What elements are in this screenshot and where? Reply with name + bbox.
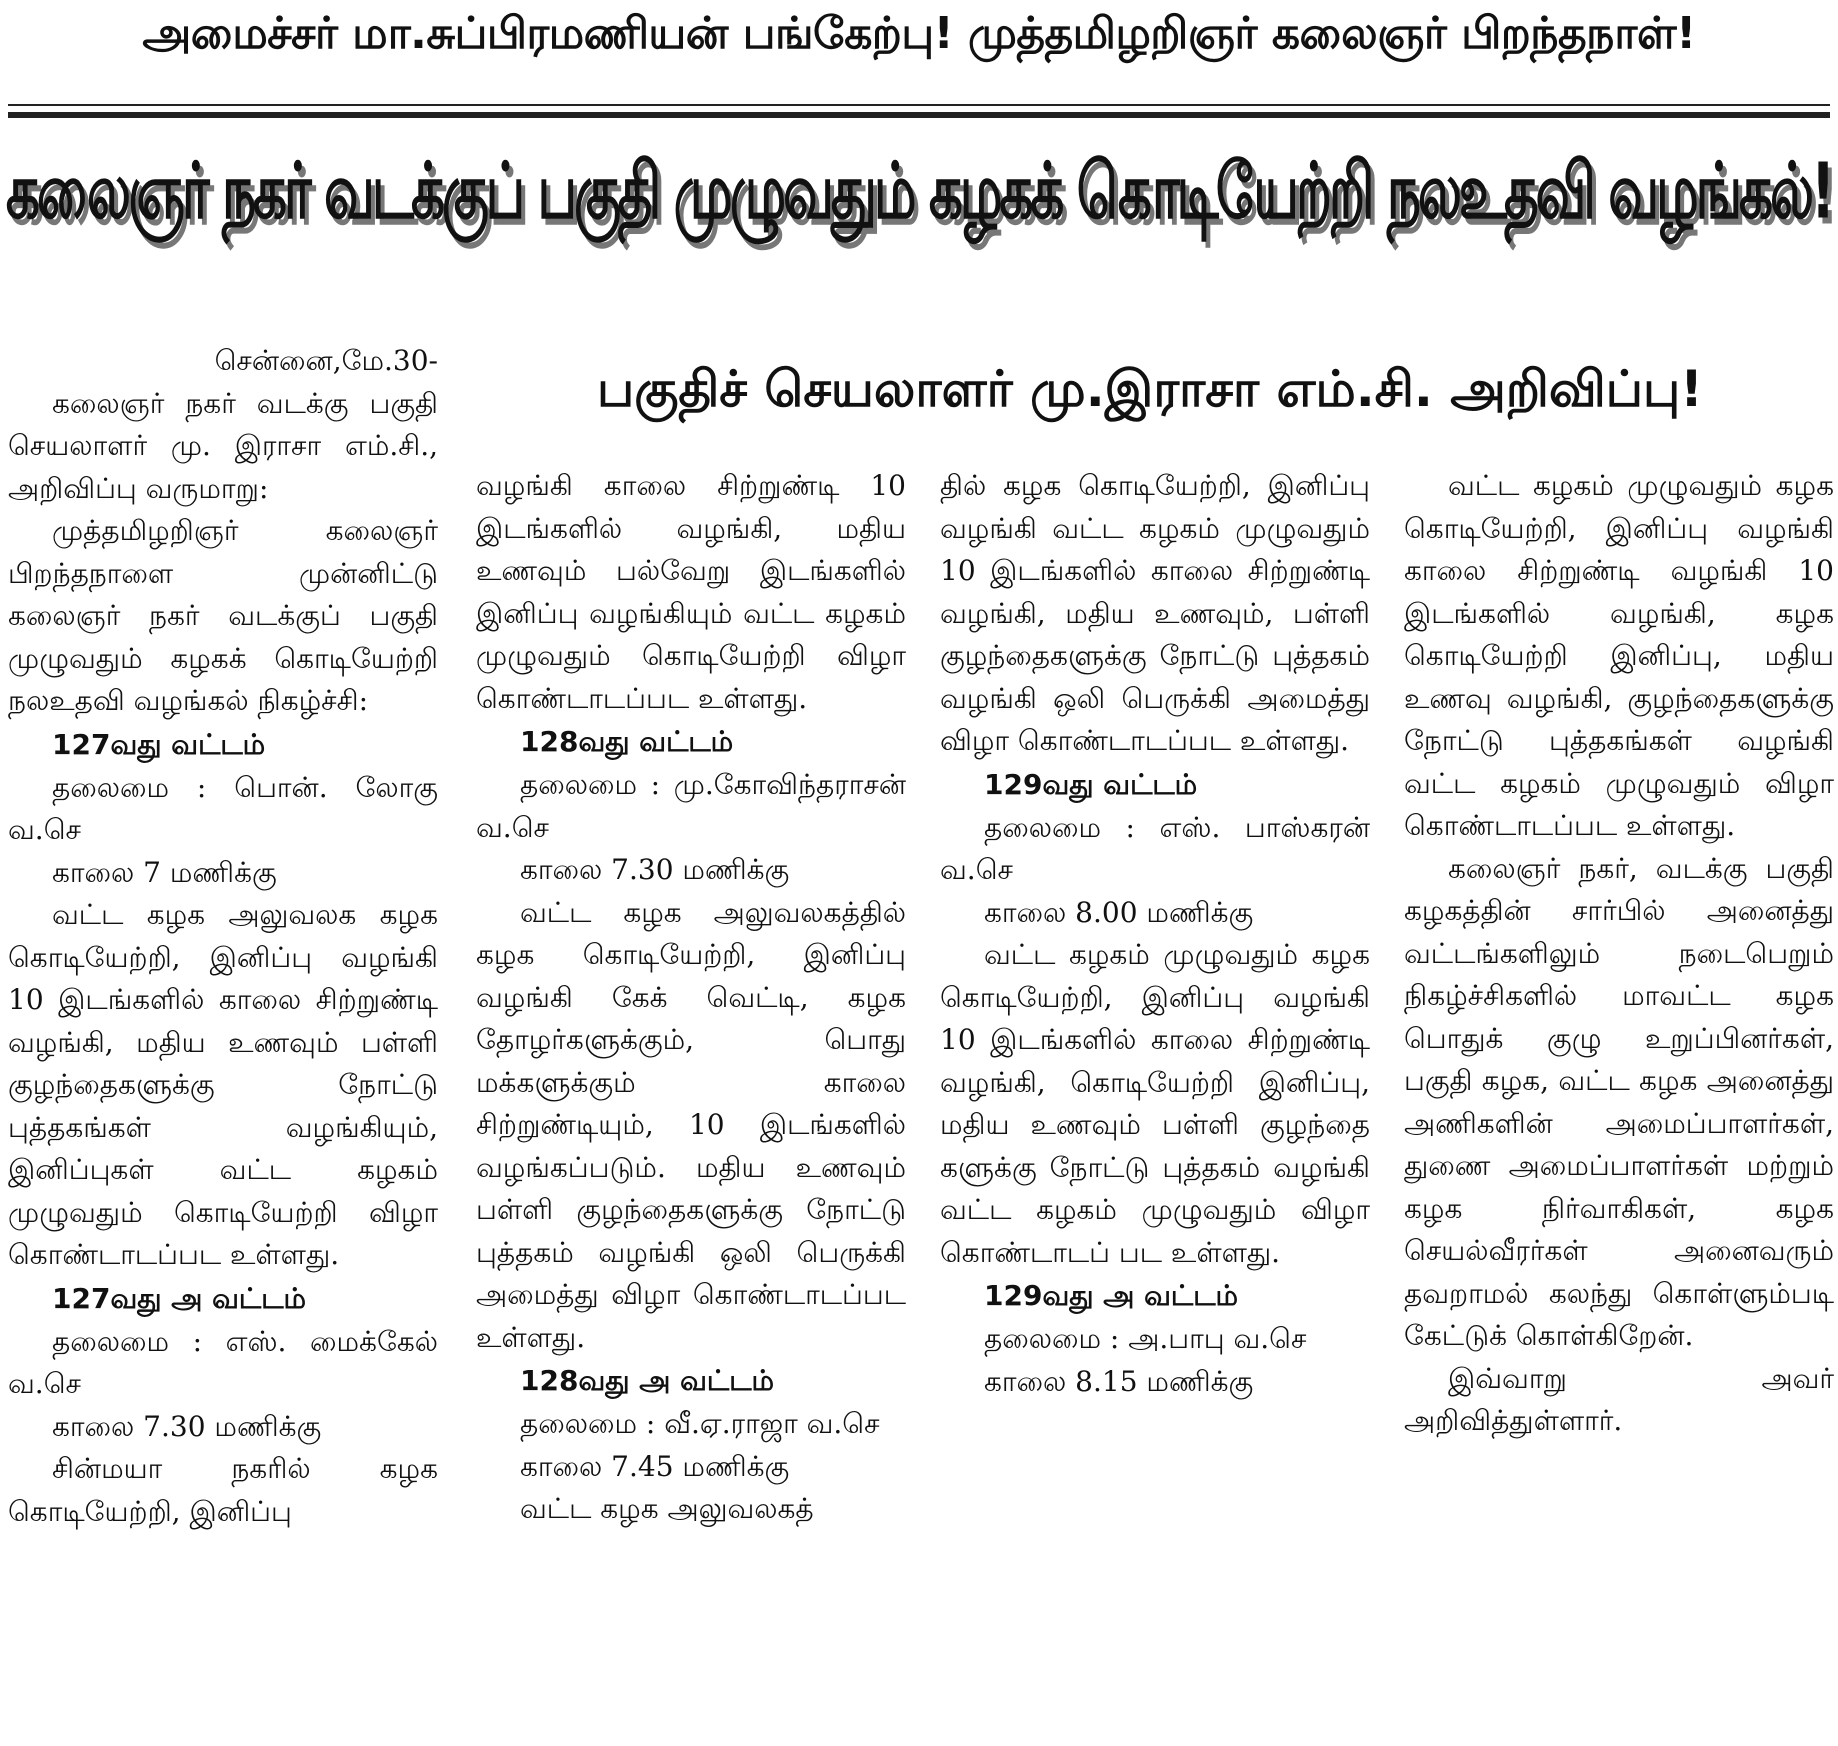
header-rule-thin — [8, 104, 1830, 106]
header-rule-thick — [8, 112, 1830, 118]
article-column-1 — [8, 340, 438, 1533]
ward-heading-127a: 127வது அ வட்டம் — [52, 1281, 307, 1315]
main-headline: கலைஞர் நகர் வடக்குப் பகுதி முழுவதும் கழகக் கொடியேற்றி நலஉதவி வழங்கல்! — [5, 148, 1833, 237]
ward-128a-leader: தலைமை : வீ.ஏ.ராஜா வ.செ — [520, 1407, 880, 1440]
intro-paragraph-2: முத்தமிழறிஞர் கலைஞர் பிறந்தநாளை முன்னிட்டு கலைஞர் நகர் வடக்குப் பகுதி முழுவதும் கழகக் கொடியேற்றி நலஉதவி வழங்கல் நிகழ்ச்சி: — [8, 514, 438, 717]
ward-127a-time: காலை 7.30 மணிக்கு — [52, 1409, 322, 1443]
ward-heading-128: 128வது வட்டம் — [520, 725, 734, 758]
ward-128a-body-continued: தில் கழக கொடியேற்றி, இனிப்பு வழங்கி வட்ட கழகம் முழுவதும் 10 இடங்களில் காலை சிற்றுண்டி வழங்கி, மதிய உணவும், பள்ளி குழந்தைகளுக்கு நோட்டு புத்தகம் வழங்கி ஒலி பெருக்கி அமைத்து விழா கொண்டாடப்பட உள்ளது. — [940, 469, 1370, 757]
ward-127-leader: தலைமை : பொன். லோகு வ.செ — [8, 770, 438, 846]
ward-127a-leader: தலைமை : எஸ். மைக்கேல் வ.செ — [8, 1324, 438, 1400]
ward-129-body: வட்ட கழகம் முழுவதும் கழக கொடியேற்றி, இனிப்பு வழங்கி 10 இடங்களில் காலை சிற்றுண்டி வழங்கி, கொடியேற்றி இனிப்பு, மதிய உணவும் பள்ளி குழந்தை களுக்கு நோட்டு புத்தகம் வழங்கி வட்ட கழகம் முழுவதும் விழா கொண்டாடப் பட உள்ளது. — [940, 938, 1370, 1269]
ward-127-time: காலை 7 மணிக்கு — [52, 855, 277, 889]
ward-129-time: காலை 8.00 மணிக்கு — [984, 895, 1254, 929]
ward-129a-leader: தலைமை : அ.பாபு வ.செ — [984, 1322, 1307, 1355]
sub-headline: பகுதிச் செயலாளர் மு.இராசா எம்.சி. அறிவிப்பு! — [597, 360, 1703, 418]
closing-paragraph: கலைஞர் நகர், வடக்கு பகுதி கழகத்தின் சார்பில் அனைத்து வட்டங்களிலும் நடைபெறும் நிகழ்ச்சிகளில் மாவட்ட கழக பொதுக் குழு உறுப்பினர்கள், பகுதி கழக, வட்ட கழக அனைத்து அணிகளின் அமைப்பாளர்கள், துணை அமைப்பாளர்கள் மற்றும் கழக நிர்வாகிகள், கழக செயல்வீரர்கள் அனைவரும் தவறாமல் கலந்து கொள்ளும்படி கேட்டுக் கொள்கிறேன். — [1404, 851, 1834, 1352]
article-column-3 — [940, 465, 1370, 1403]
ward-128-body: வட்ட கழக அலுவலகத்தில் கழக கொடியேற்றி, இனிப்பு வழங்கி கேக் வெட்டி, கழக தோழர்களுக்கும், பொது மக்களுக்கும் காலை சிற்றுண்டியும், 10 இடங்களில் வழங்கப்படும். மதிய உணவும் பள்ளி குழந்தைகளுக்கு நோட்டு புத்தகம் வழங்கி ஒலி பெருக்கி அமைத்து விழா கொண்டாடப்பட உள்ளது. — [476, 895, 906, 1354]
ward-heading-127: 127வது வட்டம் — [52, 727, 266, 761]
ward-129a-time: காலை 8.15 மணிக்கு — [984, 1364, 1254, 1398]
ward-127a-body-continued: வழங்கி காலை சிற்றுண்டி 10 இடங்களில் வழங்கி, மதிய உணவும் பல்வேறு இடங்களில் இனிப்பு வழங்கியும் வட்ட கழகம் முழுவதும் கொடியேற்றி விழா கொண்டாடப்பட உள்ளது. — [476, 469, 906, 715]
ward-128-time: காலை 7.30 மணிக்கு — [520, 853, 790, 886]
ward-heading-128a: 128வது அ வட்டம் — [520, 1364, 775, 1397]
ward-128-leader: தலைமை : மு.கோவிந்தராசன் வ.செ — [476, 768, 906, 844]
ward-heading-129a: 129வது அ வட்டம் — [984, 1279, 1239, 1312]
article-column-2 — [476, 465, 906, 1531]
signoff-paragraph: இவ்வாறு அவர் அறிவித்துள்ளார். — [1404, 1361, 1834, 1437]
ward-128a-time: காலை 7.45 மணிக்கு — [520, 1449, 790, 1483]
intro-paragraph: கலைஞர் நகர் வடக்கு பகுதி செயலாளர் மு. இராசா எம்.சி., அறிவிப்பு வருமாறு: — [8, 386, 438, 505]
ward-heading-129: 129வது வட்டம் — [984, 767, 1198, 801]
ward-129a-body: வட்ட கழகம் முழுவதும் கழக கொடியேற்றி, இனிப்பு வழங்கி காலை சிற்றுண்டி வழங்கி 10 இடங்களில் வழங்கி, கழக கொடியேற்றி இனிப்பு, மதிய உணவு வழங்கி, குழந்தைகளுக்கு நோட்டு புத்தகங்கள் வழங்கி வட்ட கழகம் முழுவதும் விழா கொண்டாடப்பட உள்ளது. — [1404, 469, 1834, 842]
ward-129-leader: தலைமை : எஸ். பாஸ்கரன் வ.செ — [940, 810, 1370, 886]
ward-128a-body-start: வட்ட கழக அலுவலகத் — [520, 1492, 814, 1525]
ward-127a-body-start: சின்மயா நகரில் கழக கொடியேற்றி, இனிப்பு — [8, 1452, 438, 1528]
kicker-headline: அமைச்சர் மா.சுப்பிரமணியன் பங்கேற்பு! முத்தமிழறிஞர் கலைஞர் பிறந்தநாள்! — [142, 8, 1696, 59]
dateline: சென்னை,மே.30- — [214, 344, 438, 377]
ward-127-body: வட்ட கழக அலுவலக கழக கொடியேற்றி, இனிப்பு வழங்கி 10 இடங்களில் காலை சிற்றுண்டி வழங்கி, மதிய உணவும் பள்ளி குழந்தைகளுக்கு நோட்டு புத்தகங்கள் வழங்கியும், இனிப்புகள் வட்ட கழகம் முழுவதும் கொடியேற்றி விழா கொண்டாடப்பட உள்ளது. — [8, 898, 438, 1271]
article-column-4 — [1404, 465, 1834, 1443]
